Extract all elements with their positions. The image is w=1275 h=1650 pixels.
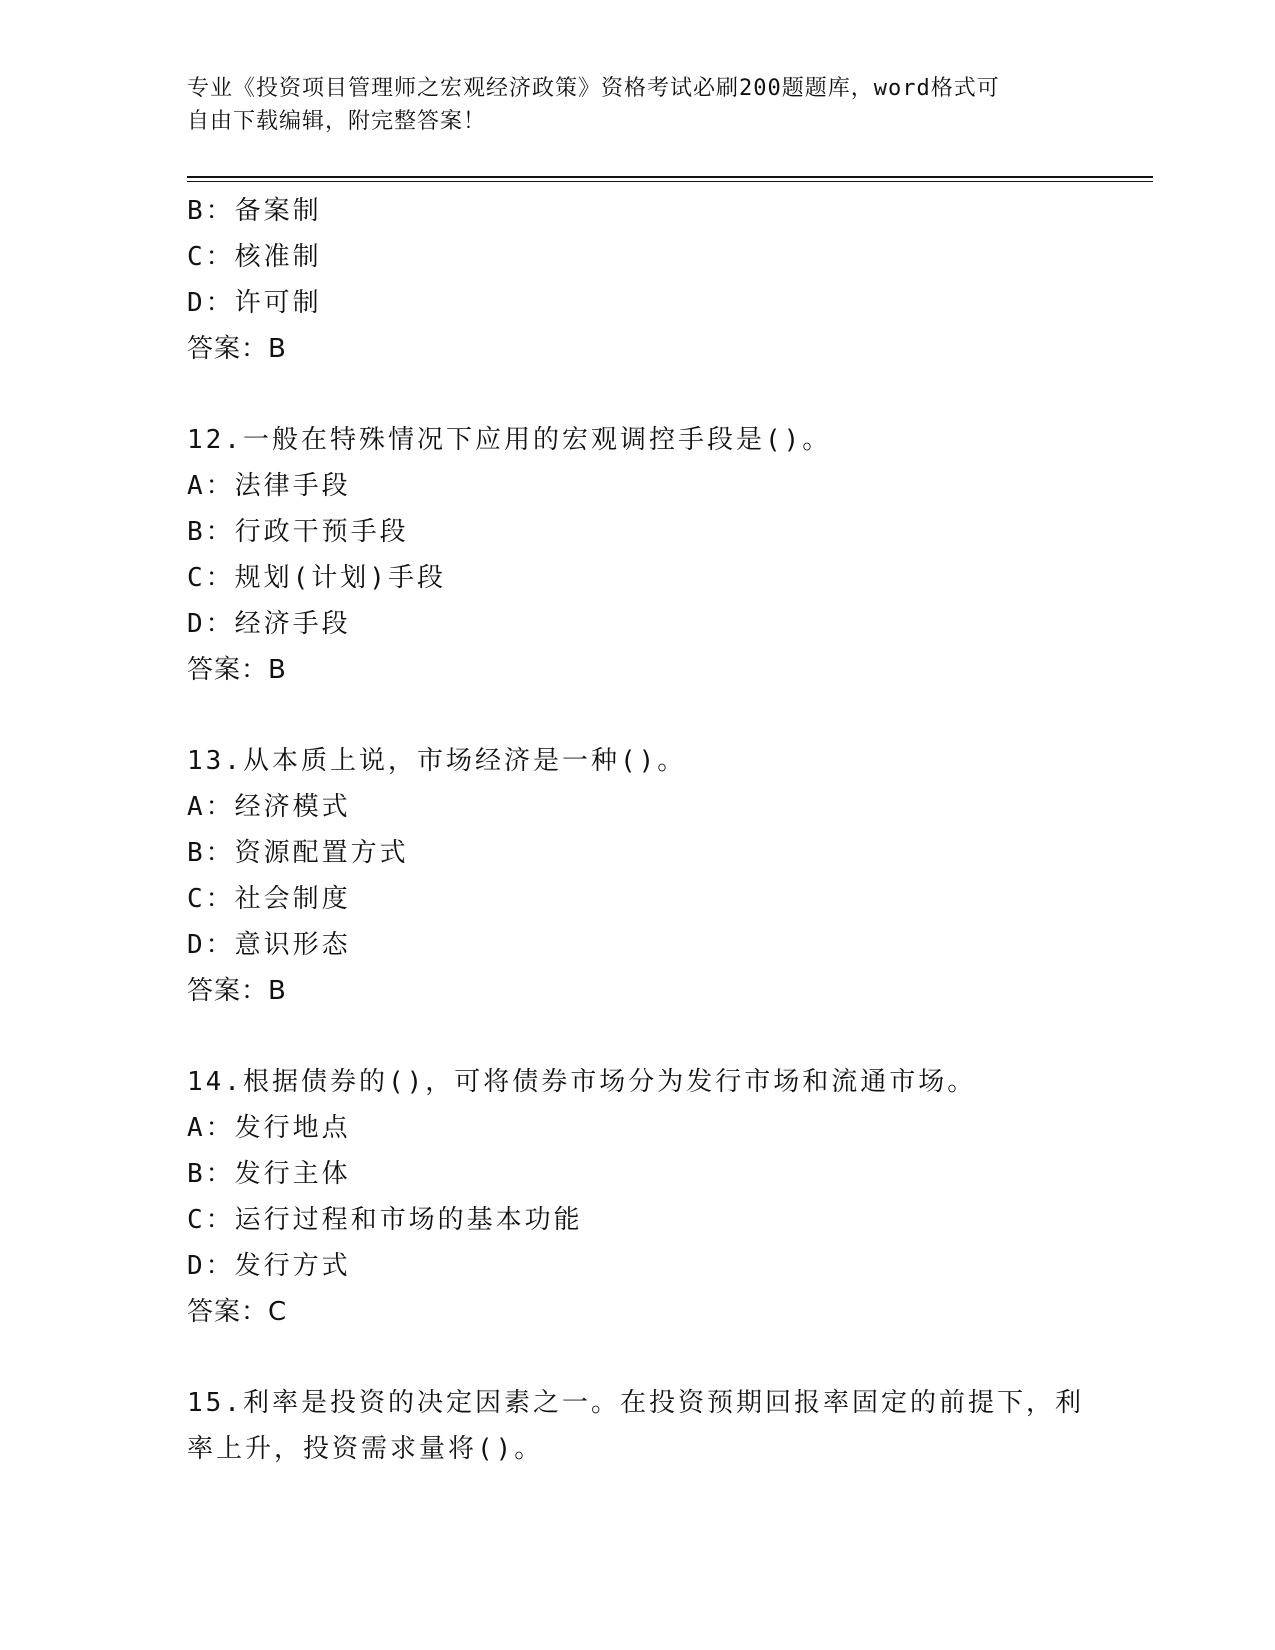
option-a: A：法律手段 bbox=[187, 471, 351, 501]
question-stem-line-1: 15.利率是投资的决定因素之一。在投资预期回报率固定的前提下，利 bbox=[187, 1388, 1084, 1418]
option-d: D：意识形态 bbox=[187, 930, 351, 960]
option-a: A：发行地点 bbox=[187, 1113, 351, 1143]
question-stem: 12.一般在特殊情况下应用的宏观调控手段是()。 bbox=[187, 425, 832, 455]
question-11-continued bbox=[187, 188, 1087, 372]
option-b: B：资源配置方式 bbox=[187, 838, 409, 868]
option-c: C：运行过程和市场的基本功能 bbox=[187, 1205, 583, 1235]
option-b: B：行政干预手段 bbox=[187, 517, 409, 547]
question-stem-line-2: 率上升，投资需求量将()。 bbox=[187, 1434, 544, 1464]
question-stem: 13.从本质上说，市场经济是一种()。 bbox=[187, 746, 687, 776]
answer: 答案：B bbox=[187, 334, 287, 364]
option-a: A：经济模式 bbox=[187, 792, 351, 822]
question-12 bbox=[187, 417, 1087, 693]
option-c: C：规划(计划)手段 bbox=[187, 563, 446, 593]
question-13 bbox=[187, 738, 1087, 1014]
question-list bbox=[187, 188, 1087, 1472]
option-c: C：社会制度 bbox=[187, 884, 351, 914]
spacer bbox=[187, 1014, 1087, 1059]
answer: 答案：B bbox=[187, 976, 287, 1006]
answer: 答案：B bbox=[187, 655, 287, 685]
header-divider-thin bbox=[187, 181, 1153, 182]
option-b: B：发行主体 bbox=[187, 1159, 351, 1189]
header-line-1: 专业《投资项目管理师之宏观经济政策》资格考试必刷200题题库，word格式可 bbox=[187, 76, 1000, 101]
option-c: C：核准制 bbox=[187, 242, 322, 272]
document-header bbox=[187, 72, 1067, 138]
option-d: D：许可制 bbox=[187, 288, 322, 318]
question-stem: 14.根据债券的()，可将债券市场分为发行市场和流通市场。 bbox=[187, 1067, 977, 1097]
question-14 bbox=[187, 1059, 1087, 1335]
spacer bbox=[187, 372, 1087, 417]
option-d: D：发行方式 bbox=[187, 1251, 351, 1281]
spacer bbox=[187, 1335, 1087, 1380]
option-d: D：经济手段 bbox=[187, 609, 351, 639]
option-b: B：备案制 bbox=[187, 196, 322, 226]
question-15 bbox=[187, 1380, 1087, 1472]
answer: 答案：C bbox=[187, 1297, 288, 1327]
header-line-2: 自由下载编辑，附完整答案！ bbox=[187, 109, 487, 134]
spacer bbox=[187, 693, 1087, 738]
header-divider-thick bbox=[187, 176, 1153, 178]
